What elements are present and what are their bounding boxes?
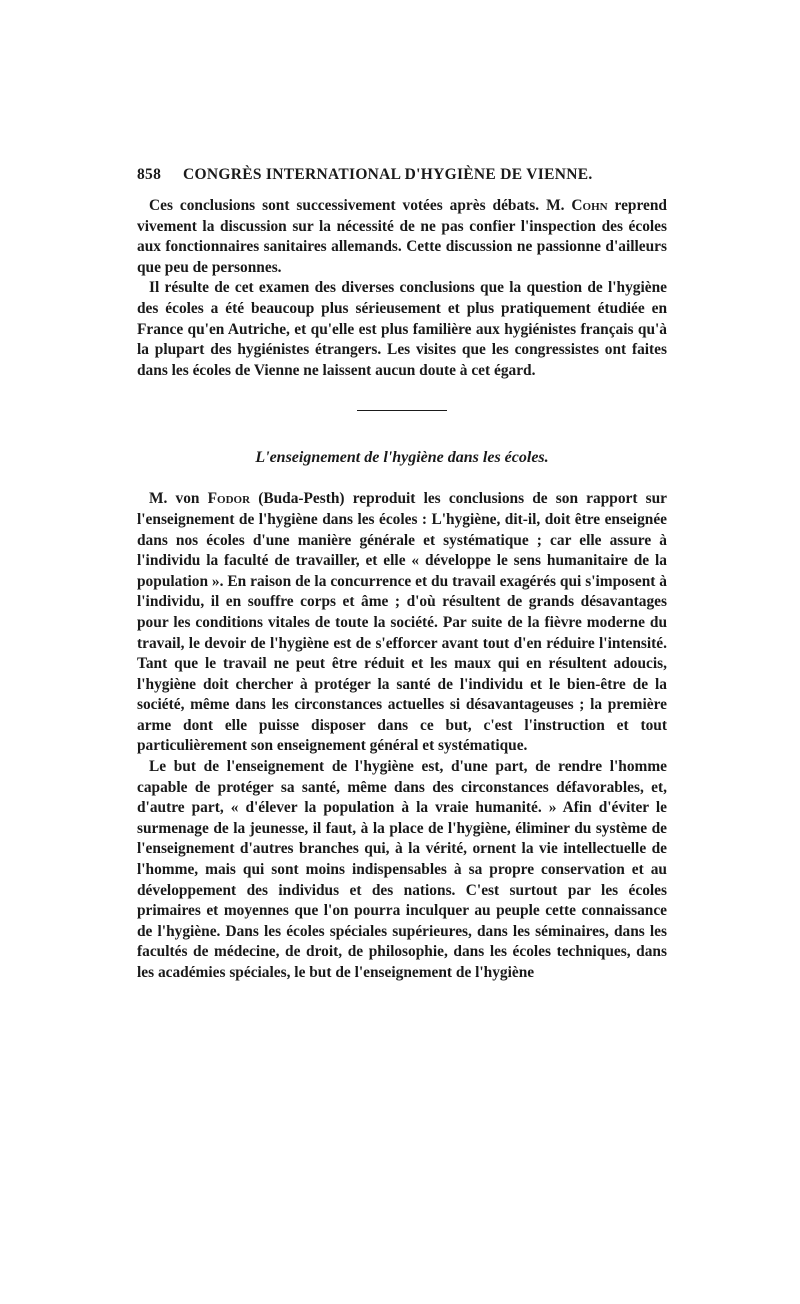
- paragraph-text: reprend vivement la discussion sur la nécessité de ne pas confier l'inspection des écoles aux fonctionnaires sanitaires allemands. Cette discussion ne passionne d'ailleurs que peu de personnes.: [137, 197, 667, 276]
- running-head: [137, 166, 667, 190]
- paragraph-text: M. von: [149, 490, 208, 508]
- paragraph-text: (Buda-Pesth) reproduit les conclusions de son rapport sur l'enseignement de l'hygiène dans les écoles : L'hygiène, dit-il, doit être enseignée dans nos écoles d'une manière générale et systématique ; car elle assure à l'individu la faculté de travailler, et elle « développe le sens humanitaire de la population ». En raison de la concurrence et du travail exagérés qui s'imposent à l'individu, il en souffre corps et âme ; d'où résultent de grands désavantages pour les conditions vitales de toute la société. Par suite de la fièvre moderne du travail, le devoir de l'hygiène est de s'efforcer avant tout d'en réduire l'intensité. Tant que le travail ne peut être réduit et les maux qui en résultent adoucis, l'hygiène doit chercher à protéger la santé de l'individu et le bien-être de la société, même dans les circonstances actuelles si désavantageuses ; la première arme dont elle puisse disposer dans ce but, c'est l'instruction et tout particulièrement son enseignement général et systématique.: [137, 490, 667, 755]
- paragraph-text: Le but de l'enseignement de l'hygiène est, d'une part, de rendre l'homme capable de protéger sa santé, même dans des circonstances défavorables, et, d'autre part, « d'élever la population à la vraie humanité. » Afin d'éviter le surmenage de la jeunesse, il faut, à la place de l'hygiène, éliminer du système de l'enseignement d'autres branches qui, à la vérité, ornent la vie intellectuelle de l'homme, mais qui sont moins indispensables à sa propre conservation et au développement des individus et des nations. C'est surtout par les écoles primaires et moyennes que l'on pourra inculquer au peuple cette connaissance de l'hygiène. Dans les écoles spéciales supérieures, dans les séminaires, dans les facultés de médecine, de droit, de philosophie, dans les écoles techniques, dans les académies spéciales, le but de l'enseignement de l'hygiène: [137, 758, 667, 981]
- paragraph-fodor: [137, 489, 667, 757]
- page-number: 858: [137, 166, 162, 183]
- section-title: L'enseignement de l'hygiène dans les écoles.: [255, 449, 549, 467]
- page: [137, 166, 667, 984]
- running-head-title: CONGRÈS INTERNATIONAL D'HYGIÈNE DE VIENNE.: [183, 166, 593, 183]
- paragraph-text: Ces conclusions sont successivement votées après débats. M.: [149, 197, 572, 214]
- paragraph-conclusion: [137, 278, 667, 381]
- paragraph-cohn: [137, 196, 667, 278]
- section-body: [137, 489, 667, 983]
- paragraph-text: Il résulte de cet examen des diverses conclusions que la question de l'hygiène des écoles a été beaucoup plus sérieusement et plus pratiquement étudiée en France qu'en Autriche, et qu'elle est plus familière aux hygiénistes français qu'à la plupart des hygiénistes étrangers. Les visites que les congressistes ont faites dans les écoles de Vienne ne laissent aucun doute à cet égard.: [137, 279, 667, 379]
- author-name-fodor: Fodor: [207, 490, 251, 508]
- paragraph-but-enseignement: [137, 757, 667, 984]
- author-name-cohn: Cohn: [571, 197, 608, 214]
- section-divider: [357, 410, 447, 411]
